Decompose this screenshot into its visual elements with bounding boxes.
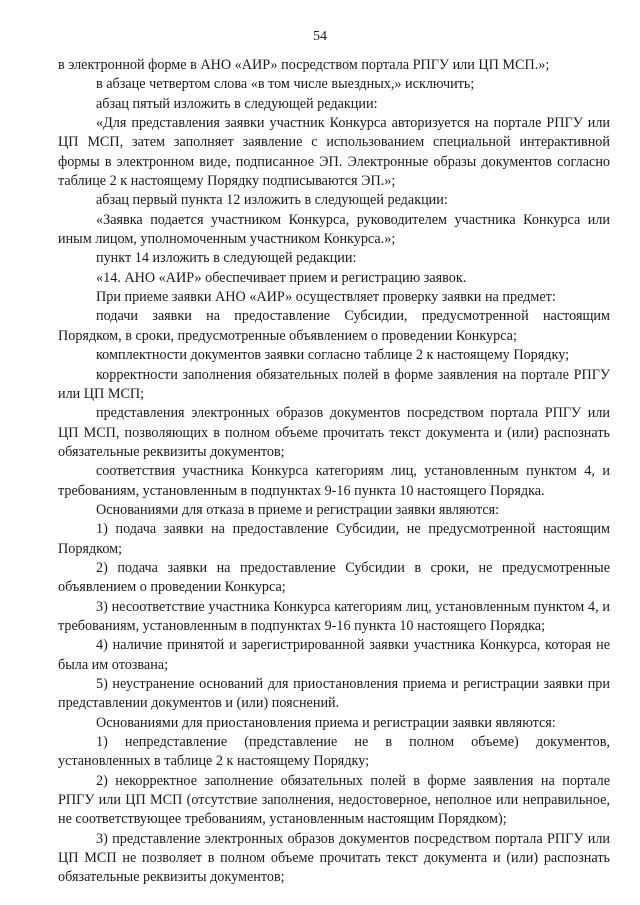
document-body [58, 56, 610, 888]
list-item: 1) подача заявки на предоставление Субсидии, не предусмотренной настоящим Порядком; [58, 521, 610, 557]
paragraph: При приеме заявки АНО «АИР» осуществляет проверку заявки на предмет: [96, 289, 556, 306]
paragraph: в электронной форме в АНО «АИР» посредством портала РПГУ или ЦП МСП.»; [58, 57, 550, 73]
paragraph: Основаниями для отказа в приеме и регистрации заявки являются: [96, 501, 500, 518]
page-number: 54 [313, 29, 327, 44]
list-item: 2) подача заявки на предоставление Субсидии в сроки, не предусмотренные объявлением о проведении Конкурса; [58, 559, 610, 596]
paragraph: комплектности документов заявки согласно таблице 2 к настоящему Порядку; [96, 347, 570, 364]
list-item: 1) непредставление (представление не в полном объеме) документов, установленных в таблице 2 к настоящему Порядку; [58, 734, 610, 770]
paragraph: «Заявка подается участником Конкурса, руководителем участника Конкурса или иным лицом, уполномоченным участником Конкурса.»; [58, 211, 610, 248]
list-item: 4) наличие принятой и зарегистрированной заявки участника Конкурса, которая не была им отозвана; [58, 637, 610, 673]
paragraph: абзац первый пункта 12 изложить в следующей редакции: [96, 192, 448, 209]
paragraph: соответствия участника Конкурса категориям лиц, установленным пунктом 4, и требованиям, установленным в подпунктах 9-16 пункта 10 настоящего Порядка. [58, 463, 610, 499]
list-item: 2) некорректное заполнение обязательных полей в форме заявления на портале РПГУ или ЦП МСП (отсутствие заполнения, недостоверное, неполное или неправильное, не соответствующее требованиям, установленным настоящим Порядком); [58, 772, 610, 828]
paragraph: «Для представления заявки участник Конкурса авторизуется на портале РПГУ или ЦП МСП, затем заполняет заявление с использованием специальной интерактивной формы в электронном виде, подписанное ЭП. Электронные образы документов согласно таблице 2 к настоящему Порядку подписываются ЭП.»; [58, 115, 610, 190]
list-item: 3) представление электронных образов документов посредством портала РПГУ или ЦП МСП не позволяет в полном объеме прочитать текст документа и (или) распознать обязательные реквизиты документов; [58, 830, 610, 886]
paragraph: в абзаце четвертом слова «в том числе выездных,» исключить; [96, 76, 475, 93]
list-item: 5) неустранение оснований для приостановления приема и регистрации заявки при представлении документов и (или) пояснений. [58, 676, 610, 712]
paragraph: «14. АНО «АИР» обеспечивает прием и регистрацию заявок. [96, 269, 467, 286]
paragraph: подачи заявки на предоставление Субсидии, предусмотренной настоящим Порядком, в сроки, предусмотренные объявлением о проведении Конкурса; [58, 308, 610, 344]
paragraph: представления электронных образов документов посредством портала РПГУ или ЦП МСП, позволяющих в полном объеме прочитать текст документа и (или) распознать обязательные реквизиты документов; [58, 405, 610, 460]
paragraph: пункт 14 изложить в следующей редакции: [96, 250, 357, 267]
paragraph: абзац пятый изложить в следующей редакции: [96, 95, 378, 112]
paragraph: Основаниями для приостановления приема и регистрации заявки являются: [96, 714, 556, 731]
paragraph: корректности заполнения обязательных полей в форме заявления на портале РПГУ или ЦП МСП; [58, 366, 610, 402]
list-item: 3) несоответствие участника Конкурса категориям лиц, установленным пунктом 4, и требованиям, установленным в подпунктах 9-16 пункта 10 настоящего Порядка; [58, 598, 610, 634]
